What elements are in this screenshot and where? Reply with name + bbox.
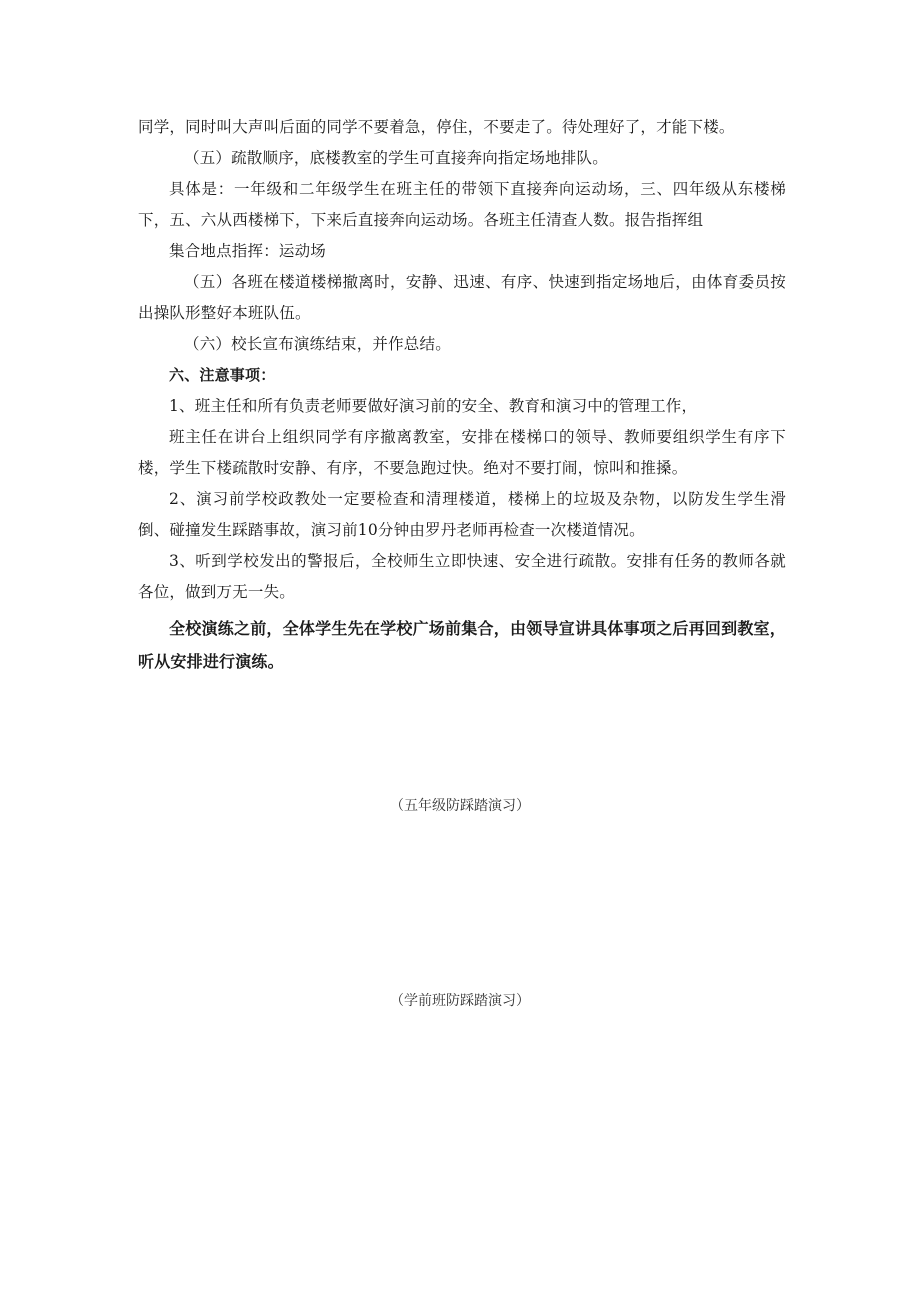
image-caption-grade-five: （五年级防踩踏演习） bbox=[390, 798, 530, 814]
note-item-1-detail: 班主任在讲台上组织同学有序撤离教室，安排在楼梯口的领导、教师要组织学生有序下楼，学生下楼疏散时安静、有序，不要急跑过快。绝对不要打闹，惊叫和推搡。 bbox=[138, 428, 786, 477]
section-heading-notes: 六、注意事项： bbox=[169, 366, 276, 384]
note-item-1: 1、班主任和所有负责老师要做好演习前的安全、教育和演习中的管理工作， bbox=[169, 397, 698, 415]
paragraph-continuation: 同学，同时叫大声叫后面的同学不要着急，停住，不要走了。待处理好了，才能下楼。 bbox=[138, 118, 735, 136]
bold-closing-paragraph: 全校演练之前，全体学生先在学校广场前集合，由领导宣讲具体事项之后再回到教室，听从安排进行演练。 bbox=[138, 619, 786, 671]
document-body bbox=[138, 112, 786, 678]
note-item-2: 2、演习前学校政教处一定要检查和清理楼道，楼梯上的垃圾及杂物，以防发生学生滑倒、碰撞发生踩踏事故，演习前10分钟由罗丹老师再检查一次楼道情况。 bbox=[138, 490, 786, 539]
image-caption-preschool: （学前班防踩踏演习） bbox=[390, 993, 530, 1009]
paragraph-stair-evacuation: （五）各班在楼道楼梯撤离时，安静、迅速、有序、快速到指定场地后，由体育委员按出操队形整好本班队伍。 bbox=[138, 273, 786, 322]
paragraph-principal-summary: （六）校长宣布演练结束，并作总结。 bbox=[184, 335, 451, 353]
paragraph-evacuation-details: 具体是：一年级和二年级学生在班主任的带领下直接奔向运动场，三、四年级从东楼梯下，五、六从西楼梯下，下来后直接奔向运动场。各班主任清查人数。报告指挥组 bbox=[138, 180, 786, 229]
note-item-3: 3、听到学校发出的警报后，全校师生立即快速、安全进行疏散。安排有任务的教师各就各位，做到万无一失。 bbox=[138, 552, 786, 601]
paragraph-assembly-point: 集合地点指挥：运动场 bbox=[169, 242, 327, 260]
paragraph-evacuation-order: （五）疏散顺序，底楼教室的学生可直接奔向指定场地排队。 bbox=[184, 149, 608, 167]
